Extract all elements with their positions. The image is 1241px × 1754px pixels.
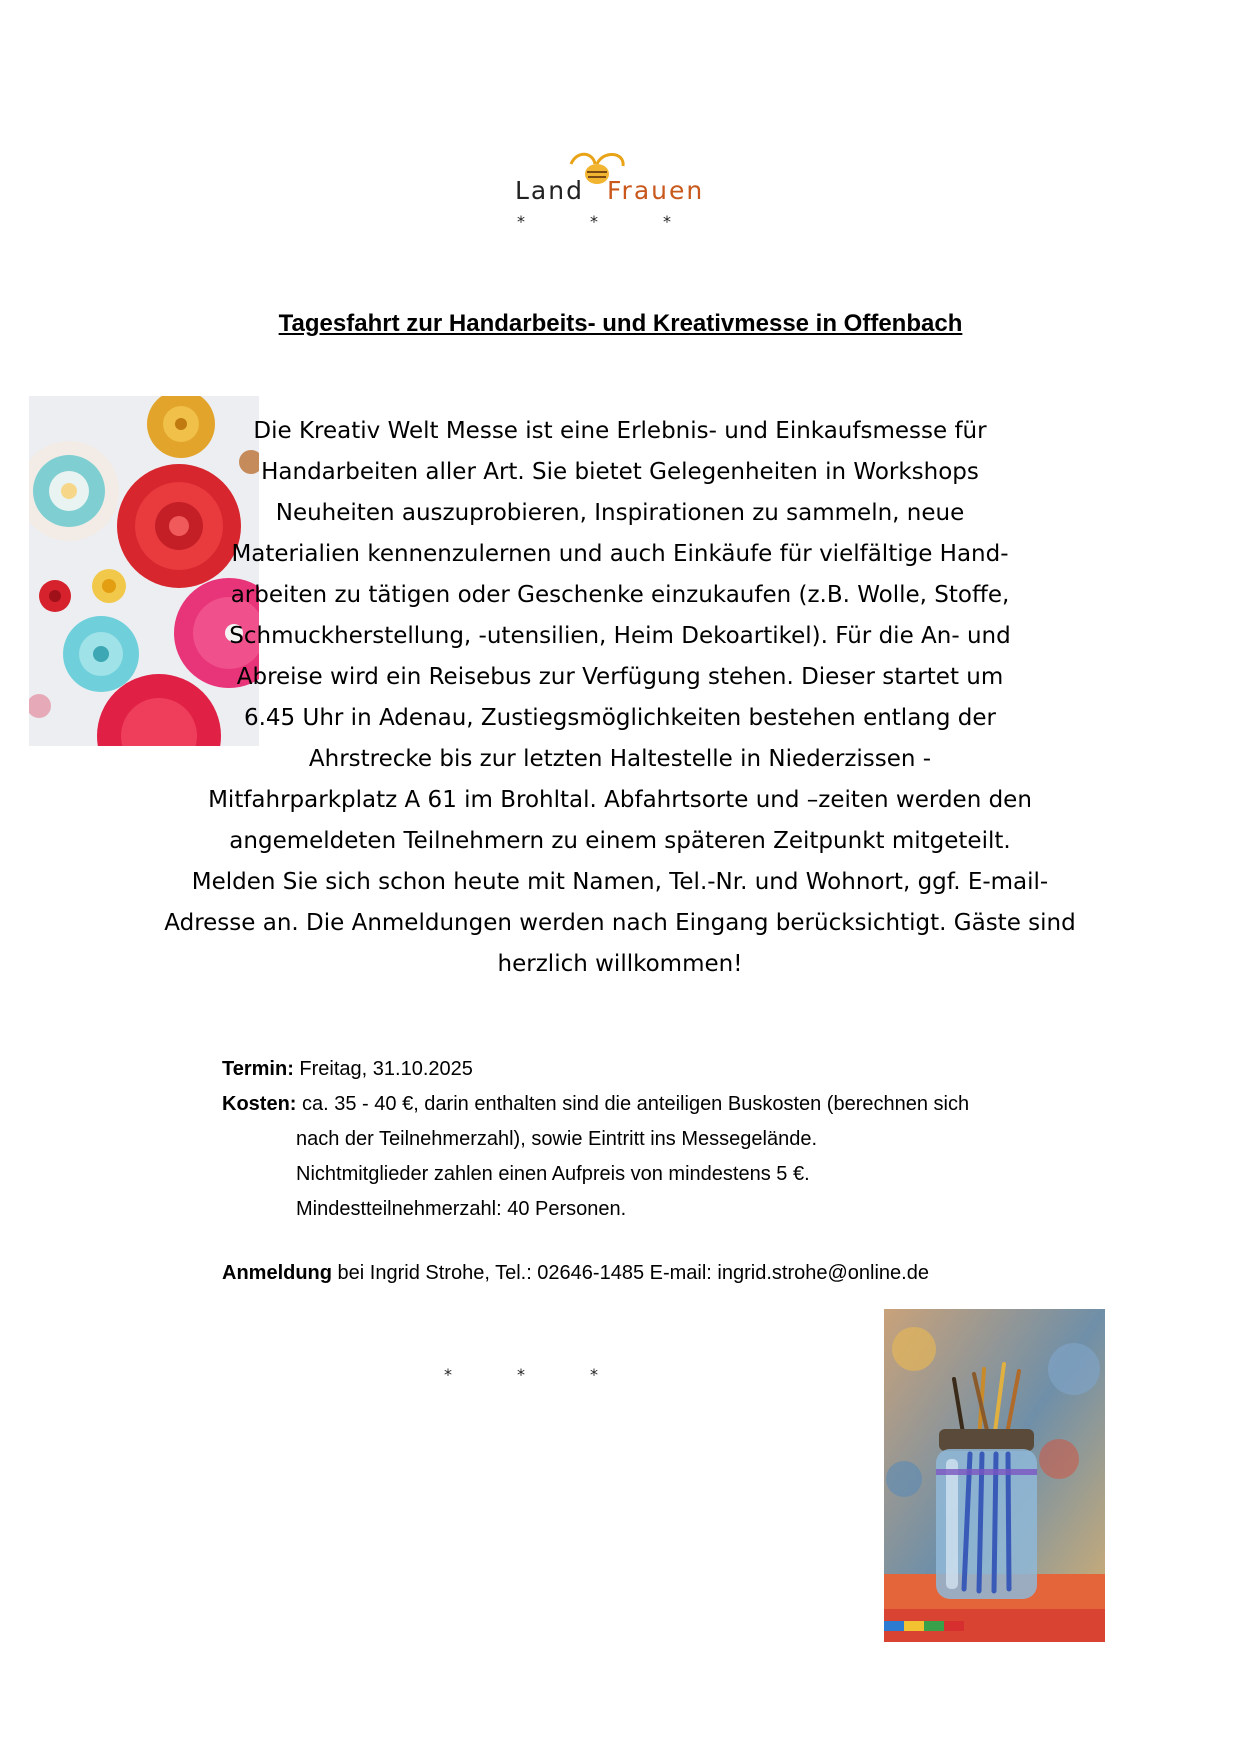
- star: *: [590, 1365, 598, 1384]
- landfrauen-logo: [515, 150, 715, 235]
- page-title: Tagesfahrt zur Handarbeits- und Kreativmesse in Offenbach: [278, 310, 963, 337]
- star: *: [517, 1365, 525, 1384]
- anmeldung-label: Anmeldung: [222, 1262, 332, 1284]
- termin-row: [222, 1052, 1102, 1087]
- kosten-line: Mindestteilnehmerzahl: 40 Personen.: [296, 1198, 627, 1220]
- description-line: Neuheiten auszuprobieren, Inspirationen zu sammeln, neue: [275, 500, 965, 526]
- kosten-label: Kosten:: [222, 1093, 297, 1115]
- termin-label: Termin:: [222, 1058, 294, 1080]
- logo-text-land: Land: [515, 176, 584, 205]
- kosten-row: [222, 1087, 1102, 1122]
- star: *: [517, 212, 525, 231]
- anmeldung-text: bei Ingrid Strohe, Tel.: 02646-1485 E-mail: ingrid.strohe@online.de: [332, 1262, 929, 1284]
- description-line: Schmuckherstellung, -utensilien, Heim Dekoartikel). Für die An- und: [229, 623, 1011, 649]
- description-line: arbeiten zu tätigen oder Geschenke einzukaufen (z.B. Wolle, Stoffe,: [230, 582, 1010, 608]
- paintbrush-jar-photo: [884, 1309, 1105, 1642]
- description-line: angemeldeten Teilnehmern zu einem späteren Zeitpunkt mitgeteilt.: [229, 828, 1011, 854]
- description-line: Adresse an. Die Anmeldungen werden nach Eingang berücksichtigt. Gäste sind: [164, 910, 1076, 936]
- registration-info: [222, 1262, 929, 1285]
- star: *: [444, 1365, 452, 1384]
- termin-value: Freitag, 31.10.2025: [299, 1058, 473, 1080]
- event-details: [222, 1052, 1102, 1227]
- description-paragraph: [140, 411, 1100, 985]
- logo-text-frauen: Frauen: [607, 176, 705, 205]
- description-line: herzlich willkommen!: [497, 951, 743, 977]
- description-line: Die Kreativ Welt Messe ist eine Erlebnis- und Einkaufsmesse für: [253, 418, 987, 444]
- description-line: 6.45 Uhr in Adenau, Zustiegsmöglichkeiten bestehen entlang der: [243, 705, 996, 731]
- star: *: [663, 212, 671, 231]
- description-line: Ahrstrecke bis zur letzten Haltestelle in Niederzissen -: [308, 746, 932, 772]
- star: *: [590, 212, 598, 231]
- kosten-line: ca. 35 - 40 €, darin enthalten sind die anteiligen Buskosten (berechnen sich: [302, 1093, 970, 1115]
- description-line: Handarbeiten aller Art. Sie bietet Gelegenheiten in Workshops: [261, 459, 979, 485]
- description-line: Mitfahrparkplatz A 61 im Brohltal. Abfahrtsorte und –zeiten werden den: [208, 787, 1032, 813]
- description-line: Materialien kennenzulernen und auch Einkäufe für vielfältige Hand-: [231, 541, 1009, 567]
- description-line: Abreise wird ein Reisebus zur Verfügung stehen. Dieser startet um: [236, 664, 1004, 690]
- kosten-line: nach der Teilnehmerzahl), sowie Eintritt ins Messegelände.: [296, 1128, 818, 1150]
- kosten-line: Nichtmitglieder zahlen einen Aufpreis von mindestens 5 €.: [296, 1163, 810, 1185]
- description-line: Melden Sie sich schon heute mit Namen, Tel.-Nr. und Wohnort, ggf. E-mail-: [191, 869, 1049, 895]
